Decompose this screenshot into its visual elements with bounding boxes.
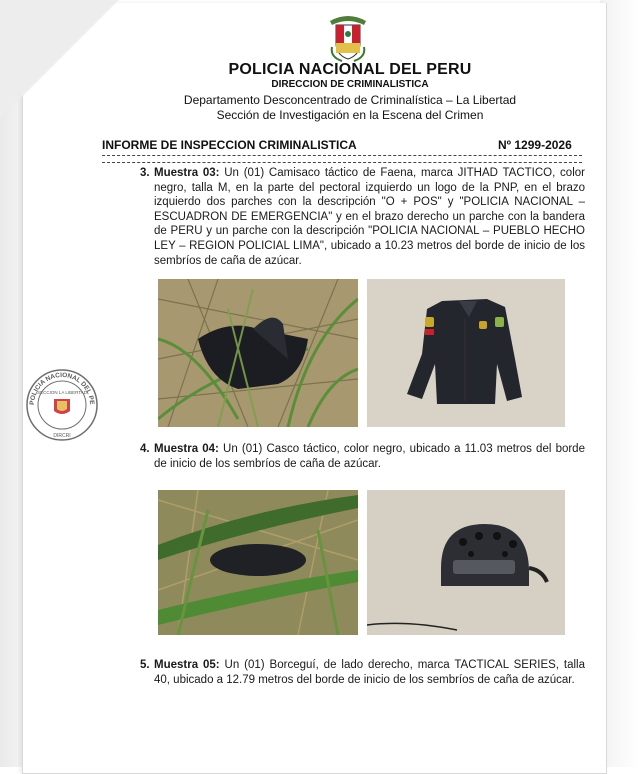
sample-number: 4. [140, 443, 150, 455]
sample-03-paragraph [140, 166, 585, 268]
sample-description: Un (01) Casco táctico, color negro, ubicado a 11.03 metros del borde de inicio de los sembríos de caña de azúcar. [154, 443, 585, 470]
svg-text:POLICIA NACIONAL DEL PERU: POLICIA NACIONAL DEL PE [28, 371, 96, 406]
section-line: Sección de Investigación en la Escena del Crimen [216, 108, 484, 122]
photo-helmet-on-floor [367, 490, 565, 635]
photo-camisaco-on-floor [367, 279, 565, 427]
sample-description: Un (01) Borceguí, de lado derecho, marca TACTICAL SERIES, talla 40, ubicado a 12.79 metros del borde de inicio de los sembríos de caña de azúcar. [154, 659, 585, 686]
report-title: INFORME DE INSPECCION CRIMINALISTICA [102, 138, 357, 152]
sample-label: Muestra 03: [154, 167, 220, 179]
department-line: Departamento Desconcentrado de Criminalística – La Libertad [183, 93, 517, 107]
svg-text:SECCION LA LIBERTAD: SECCION LA LIBERTAD [37, 390, 87, 395]
svg-text:DIRCRI: DIRCRI [53, 433, 71, 439]
sample-04-paragraph [140, 442, 585, 471]
sample-label: Muestra 05: [154, 659, 220, 671]
report-number: Nº 1299-2026 [498, 138, 572, 152]
sample-number: 3. [140, 167, 150, 179]
pnp-seal-icon [24, 361, 100, 449]
direction-title: DIRECCION DE CRIMINALISTICA [271, 79, 429, 90]
sample-label: Muestra 04: [154, 443, 219, 455]
peru-coat-of-arms-icon [326, 13, 370, 63]
sample-description: Un (01) Camisaco táctico de Faena, marca JITHAD TACTICO, color negro, talla M, en la parte del pectoral izquierdo un logo de la PNP, en el brazo izquierdo dos parches con la descripción "O + POS" y "POLICIA NACIONAL – ESCUADRON DE EMERGENCIA" y en el brazo derecho un parche con la bandera de PERU y un parche con la descripción "POLICIA NACIONAL – PUEBLO HECHO LEY – REGION POLICIAL LIMA", ubicado a 10.23 metros del borde de inicio de los sembríos de caña de azúcar. [154, 167, 585, 267]
photo-helmet-in-field [158, 490, 358, 635]
divider-rule [102, 155, 582, 163]
institution-title: POLICIA NACIONAL DEL PERU [228, 61, 472, 78]
photo-camisaco-in-field [158, 279, 358, 427]
sample-number: 5. [140, 659, 150, 671]
sample-05-paragraph [140, 658, 585, 687]
